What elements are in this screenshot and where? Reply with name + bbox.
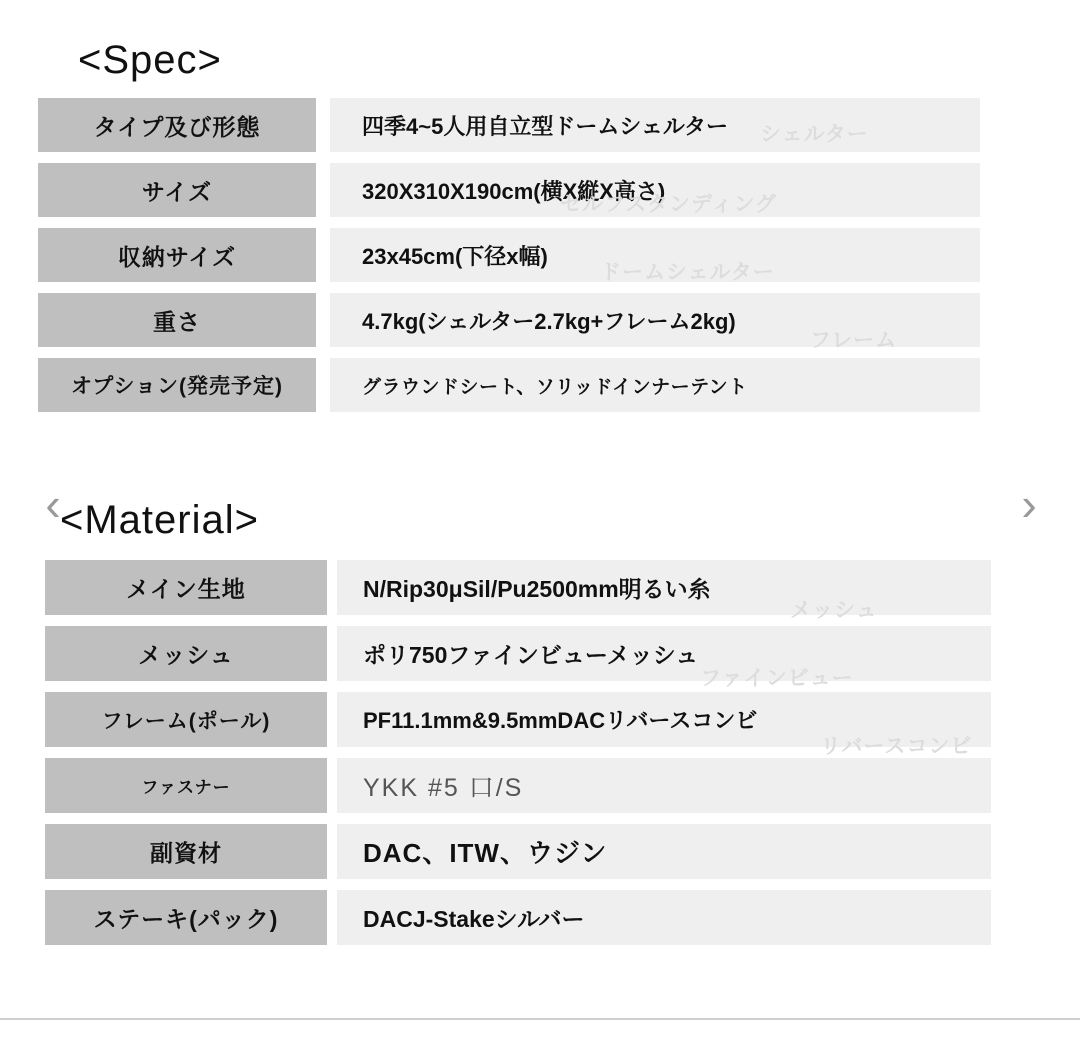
spec-row-label: 収納サイズ <box>38 228 316 282</box>
ghost-text: ファインビュー <box>700 667 854 690</box>
table-row <box>38 228 1080 282</box>
material-row-value: DACJ-Stakeシルバー <box>337 890 991 945</box>
material-table <box>0 560 1080 945</box>
spec-section-title: <Spec> <box>78 38 222 82</box>
table-row <box>38 163 1080 217</box>
table-row <box>38 358 1080 412</box>
spec-section <box>0 40 1080 423</box>
ghost-text: シェルター <box>760 123 869 146</box>
table-row <box>38 293 1080 347</box>
table-row <box>45 692 1080 747</box>
material-row-value: PF11.1mm&9.5mmDACリバースコンビ <box>337 692 991 747</box>
spec-row-label: サイズ <box>38 163 316 217</box>
chevron-left-icon: ‹ <box>45 478 61 530</box>
spec-row-value: グラウンドシート、ソリッドインナーテント <box>330 358 980 412</box>
material-row-value: N/Rip30μSil/Pu2500mm明るい糸 <box>337 560 991 615</box>
material-section-title: <Material> <box>60 498 259 542</box>
ghost-text: リバースコンビ <box>820 735 973 758</box>
material-row-label: フレーム(ポール) <box>45 692 327 747</box>
table-row <box>45 626 1080 681</box>
table-row <box>45 890 1080 945</box>
material-row-label: ステーキ(パック) <box>45 890 327 945</box>
ghost-text: セルフスタンディング <box>560 193 778 216</box>
table-row <box>45 758 1080 813</box>
table-row <box>45 824 1080 879</box>
material-row-value: DAC、ITW、ウジン <box>337 824 991 879</box>
spec-row-label: 重さ <box>38 293 316 347</box>
material-row-value: ポリ750ファインビューメッシュ <box>337 626 991 681</box>
material-row-label: ファスナー <box>45 758 327 813</box>
spec-table <box>0 98 1080 412</box>
ghost-text: ドームシェルター <box>600 261 775 284</box>
table-row <box>45 560 1080 615</box>
material-row-label: メイン生地 <box>45 560 327 615</box>
spec-row-value: 23x45cm(下径x幅) <box>330 228 980 282</box>
page-divider <box>0 1018 1080 1020</box>
ghost-text: フレーム <box>810 329 898 352</box>
material-row-value: YKK #5 口/S <box>337 758 991 813</box>
material-row-label: メッシュ <box>45 626 327 681</box>
spec-row-label: オプション(発売予定) <box>38 358 316 412</box>
ghost-text: メッシュ <box>790 599 878 622</box>
spec-row-value: 320X310X190cm(横X縦X高さ) <box>330 163 980 217</box>
spec-row-value: 四季4~5人用自立型ドームシェルター <box>330 98 980 152</box>
table-row <box>38 98 1080 152</box>
spec-row-label: タイプ及び形態 <box>38 98 316 152</box>
material-row-label: 副資材 <box>45 824 327 879</box>
chevron-right-icon: › <box>1021 478 1037 530</box>
spec-row-value: 4.7kg(シェルター2.7kg+フレーム2kg) <box>330 293 980 347</box>
material-section <box>0 500 1080 956</box>
